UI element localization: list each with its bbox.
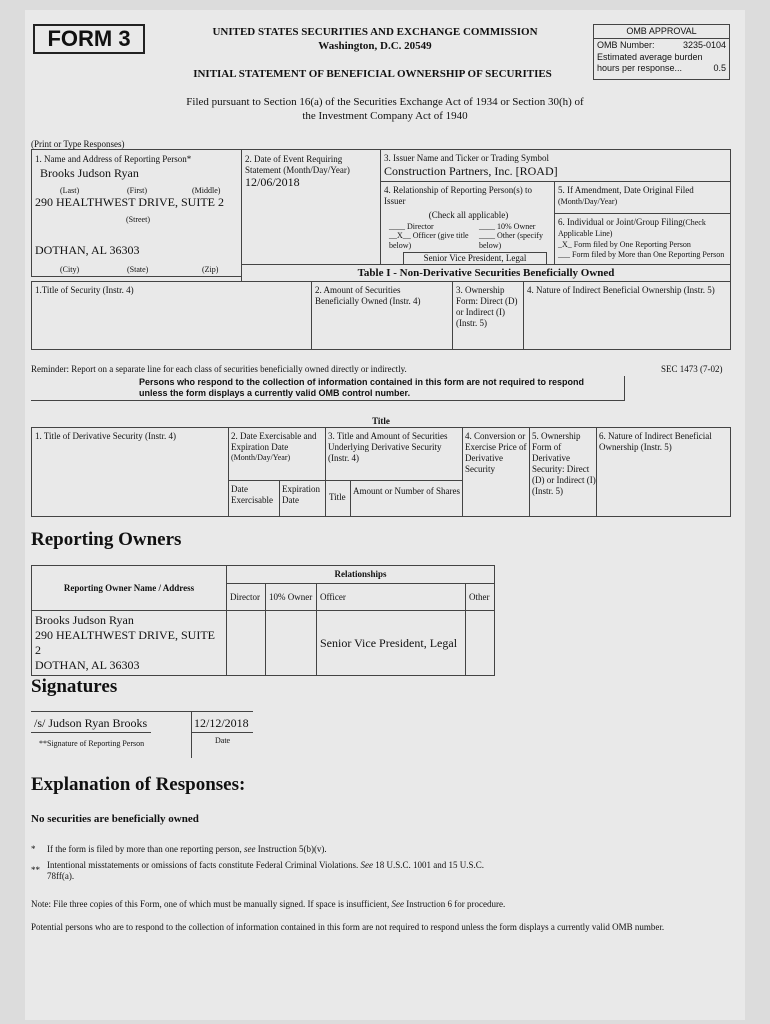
officer-title: Senior Vice President, Legal [423,253,527,263]
director-header: Director [227,584,266,611]
omb-title: OMB APPROVAL [594,25,729,39]
table-1-col-1 [31,281,312,350]
state-label: (State) [127,265,149,274]
reminder-text: Reminder: Report on a separate line for each class of securities beneficially owned directly or indirectly. [31,364,407,374]
form-label [33,24,145,54]
footnote-1-text-b: Instruction 5(b)(v). [255,844,327,854]
street-label: (Street) [126,215,150,224]
table-2-col-4 [462,427,530,517]
table-2-col-3 [325,427,463,517]
table-2-col-4-label: 4. Conversion or Exercise Price of Derivative Security [465,431,527,474]
table-2-col-5 [529,427,597,517]
omb-burden: Estimated average burden [597,52,703,62]
street-value: 290 HEALTHWEST DRIVE, SUITE 2 [35,195,224,209]
other-option: ____ Other (specify below) [479,231,543,250]
box-2-event-date [241,149,381,265]
table-1-col-4 [523,281,731,350]
event-date: 12/06/2018 [245,175,300,189]
box-3-issuer [380,149,731,182]
box-2-label: 2. Date of Event Requiring Statement (Month/Day/Year) [245,154,350,175]
box-6-label: 6. Individual or Joint/Group Filing [558,217,683,227]
owner-name-header-text: Reporting Owner Name / Address [63,582,195,593]
ten-pct-header: 10% Owner [266,584,317,611]
owner-name: Brooks Judson Ryan [35,613,134,627]
omb-notice-box [31,376,625,401]
table-2-col-6 [596,427,731,517]
table-2-col-2 [228,427,326,517]
table-2-col-5-label: 5. Ownership Form of Derivative Security: Direct (D) or Indirect (I) (Instr. 5) [532,431,596,496]
reporter-name: Brooks Judson Ryan [40,166,139,180]
explanation-heading: Explanation of Responses: [31,774,246,795]
note-3-text-a: Note: File three copies of this Form, one of which must be manually signed. If space is insufficient, [31,899,392,909]
form-label-text: FORM 3 [47,26,131,51]
table-2-col-6-label: 6. Nature of Indirect Beneficial Ownership (Instr. 5) [599,431,712,452]
box-6-option-1: _X_ Form filed by One Reporting Person [558,240,691,249]
reporting-owners-table [31,565,495,676]
print-note: (Print or Type Responses) [31,139,125,149]
table-1-title [241,264,731,282]
signature-date: 12/12/2018 [194,716,249,730]
middle-label: (Middle) [192,186,221,195]
agency-location: Washington, D.C. 20549 [318,40,432,52]
footnote-2-text-b: 18 U.S.C. 1001 and 15 U.S.C. [373,860,485,870]
box-1-reporting-person [31,149,242,277]
box-1-label: 1. Name and Address of Reporting Person [35,154,187,164]
box-6-check: (Check Applicable Line) [558,218,706,238]
table-2-col-2-label: 2. Date Exercisable and Expiration Date [231,431,317,452]
persons-notice-line1: Persons who respond to the collection of information contained in this form are not required to respond [139,377,585,387]
date-label: Date [215,736,231,745]
signature-label: Signature of Reporting Person [47,739,145,748]
box-6-filing-type [554,213,731,265]
table-2-col-2-small: (Month/Day/Year) [231,453,291,462]
first-label: (First) [127,186,147,195]
sec-number: SEC 1473 (7-02) [661,364,723,374]
box-4-relationship: 4. Relationship of Reporting Person(s) to Issuer (Check all applicable) ____ Director ____ 10% Owner __X__ Officer (give title below) ____ Other (specify below) Senior Vice President, Legal [380,181,555,265]
agency-title: UNITED STATES SECURITIES AND EXCHANGE COMMISSION [212,26,538,38]
table-1-col-2 [311,281,453,350]
expiration-date-label: Expiration Date [282,484,320,505]
table-2-col-3-label: 3. Title and Amount of Securities Underlying Derivative Security (Instr. 4) [328,431,448,463]
form-page [25,10,745,1020]
omb-hours-value: 0.5 [713,63,726,73]
filed-pursuant-line1: Filed pursuant to Section 16(a) of the Securities Exchange Act of 1934 or Section 30(h) of [186,96,584,108]
table-2-title: Title [372,416,390,426]
underlying-title-label: Title [329,492,346,502]
omb-number-value: 3235-0104 [682,40,726,50]
table-1-col-2-label: 2. Amount of Securities Beneficially Owned (Instr. 4) [315,285,421,306]
box-6-option-2: ___ Form filed by More than One Reporting Person [558,250,725,259]
other-header: Other [466,584,495,611]
filed-pursuant-line2: the Investment Company Act of 1940 [302,110,468,122]
ten-pct-option: ____ 10% Owner [479,222,536,231]
no-securities-text: No securities are beneficially owned [31,813,199,825]
director-option: Director [407,222,434,231]
officer-option: __X__ Officer (give title below) [389,231,469,250]
owner-city: DOTHAN, AL 36303 [35,658,140,672]
city-label: (City) [60,265,80,274]
omb-hours-label: hours per response... [597,63,683,73]
box-4-label: 4. Relationship of Reporting Person(s) to Issuer [384,185,532,206]
signature-label-mark: ** [39,739,47,748]
table-1-title-text: Table I - Non-Derivative Securities Beneficially Owned [357,267,615,279]
table-1-col-1-label: 1.Title of Security (Instr. 4) [35,285,134,295]
date-exercisable-label: Date Exercisable [231,484,273,505]
footnote-1-see: see [243,844,256,854]
box-5-label: 5. If Amendment, Date Original Filed [558,185,694,195]
form-title: INITIAL STATEMENT OF BENEFICIAL OWNERSHIP OF SECURITIES [193,68,552,80]
owner-name-header [32,566,227,611]
box-3-label: 3. Issuer Name and Ticker or Trading Symbol [384,153,549,163]
signatures-heading: Signatures [31,676,118,697]
city-state-zip-label-row [31,264,242,277]
table-1-col-3 [452,281,524,350]
officer-header: Officer [317,584,466,611]
signature-box [31,711,192,758]
note-3-see: See [391,899,405,909]
zip-label: (Zip) [202,265,219,274]
relationships-header [227,566,495,584]
box-1-star: * [186,154,192,164]
amount-shares-label: Amount or Number of Shares [353,486,460,496]
signature-value: /s/ Judson Ryan Brooks [34,716,148,730]
table-1-col-3-label: 3. Ownership Form: Direct (D) or Indirect (I) (Instr. 5) [456,285,518,328]
footnote-2-see: See [360,860,373,870]
check-all: (Check all applicable) [428,210,509,220]
footnote-1-text-a: If the form is filed by more than one reporting person, [47,844,244,854]
city-state-zip: DOTHAN, AL 36303 [35,243,140,257]
footnote-2-text-c: 78ff(a). [47,871,75,881]
officer-cell [317,611,466,676]
table-2-col-1 [31,427,229,517]
date-box [191,711,253,745]
owner-street: 290 HEALTHWEST DRIVE, SUITE 2 [35,628,215,657]
table-row [32,611,495,676]
table-2-col-1-label: 1. Title of Derivative Security (Instr. 4) [35,431,176,441]
persons-notice-line2: unless the form displays a currently valid OMB control number. [139,388,411,398]
footnote-1-mark: * [31,844,36,854]
box-5-amendment [554,181,731,214]
relationships-header-text: Relationships [334,569,387,579]
note-4-text: Potential persons who are to respond to the collection of information contained in this form are not required to respond unless the form displays a currently valid OMB number. [31,922,665,932]
note-3-text-b: Instruction 6 for procedure. [404,899,506,909]
issuer-name: Construction Partners, Inc. [ROAD] [384,164,558,178]
reporting-owners-heading: Reporting Owners [31,529,182,550]
footnote-2-text-a: Intentional misstatements or omissions of facts constitute Federal Criminal Violations. [47,860,361,870]
last-label: (Last) [60,186,80,195]
omb-number-label: OMB Number: [597,40,655,50]
omb-approval-box [593,24,730,80]
box-5-small: (Month/Day/Year) [558,197,618,206]
table-1-col-4-label: 4. Nature of Indirect Beneficial Ownership (Instr. 5) [527,285,715,295]
officer-value: Senior Vice President, Legal [320,635,458,650]
footnote-2-mark: ** [31,865,40,875]
